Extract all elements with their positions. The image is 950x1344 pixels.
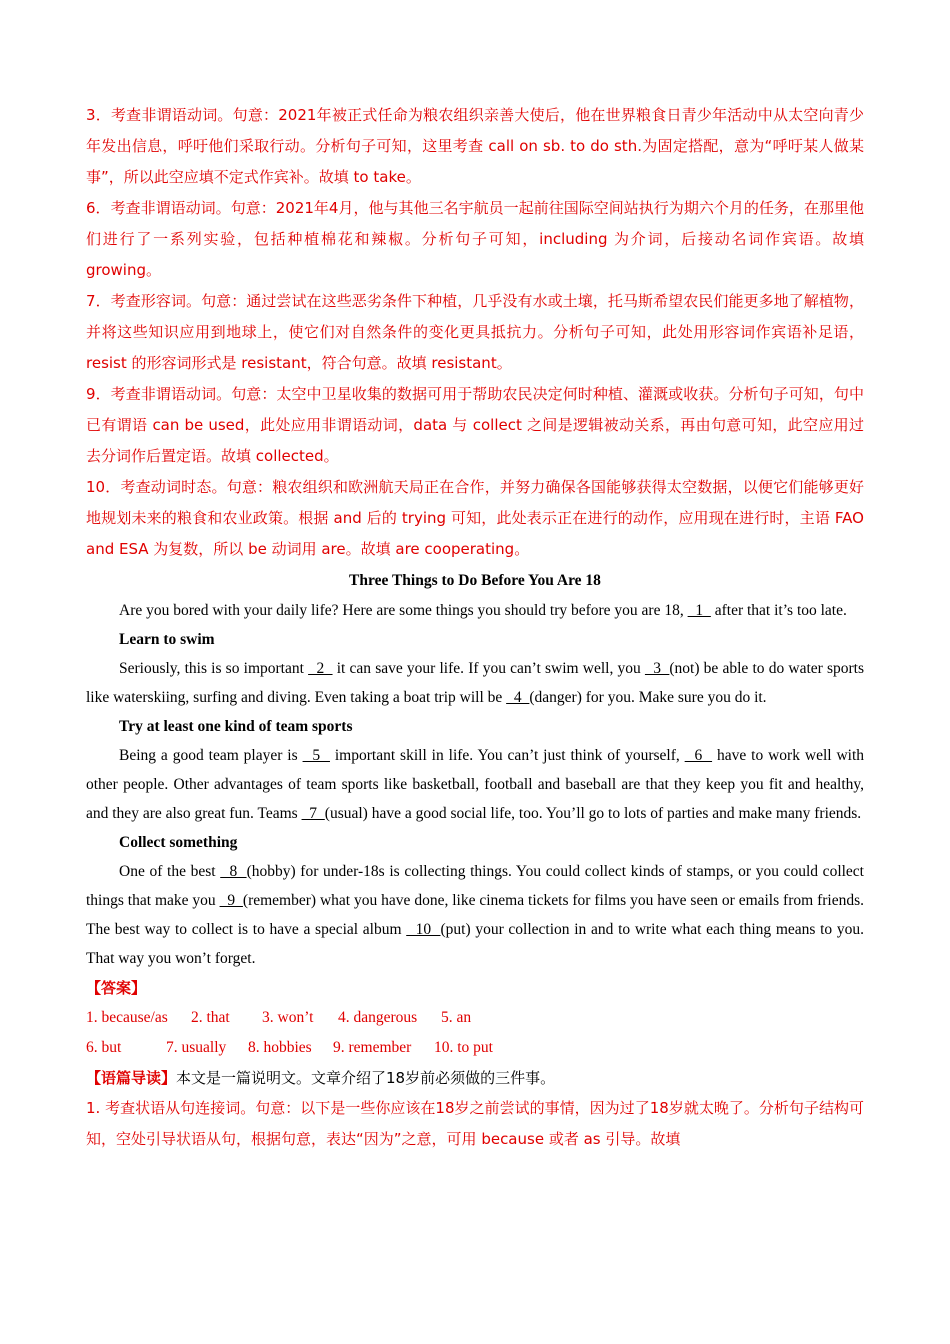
text-run: Are you bored with your daily life? Here are some things you should try before you are 18, bbox=[119, 602, 688, 619]
section-paragraph-swim bbox=[86, 654, 864, 712]
explanation-9: 9．考查非谓语动词。句意：太空中卫星收集的数据可用于帮助农民决定何时种植、灌溉或收获。分析句子可知，句中已有谓语 can be used，此处应用非谓语动词，data 与 collect 之间是逻辑被动关系，再由句意可知，此空应用过去分词作后置定语。故填 collected。 bbox=[86, 385, 864, 465]
text-run: have to work well with other people. Other advantages of team sports like basketball, football and baseball are that they keep you fit and healthy, and they are also great fun. Teams bbox=[86, 747, 865, 822]
explanation-7: 7．考查形容词。句意：通过尝试在这些恶劣条件下种植，几乎没有水或土壤，托马斯希望农民们能更多地了解植物，并将这些知识应用到地球上，使它们对自然条件的变化更具抵抗力。分析句子可知，此处用形容词作宾语补足语，resist 的形容词形式是 resistant，符合句意。故填 resistant。 bbox=[86, 292, 864, 372]
section-heading-team-sports: Try at least one kind of team sports bbox=[119, 718, 353, 735]
answers-row-1 bbox=[86, 1003, 864, 1033]
explanation-6: 6．考查非谓语动词。句意：2021年4月，他与其他三名宇航员一起前往国际空间站执行为期六个月的任务，在那里他们进行了一系列实验，包括种植棉花和辣椒。分析句子可知，including 为介词，后接动名词作宾语。故填 growing。 bbox=[86, 199, 864, 279]
answer-item: 4. dangerous bbox=[338, 1009, 418, 1026]
answer-item: 2. that bbox=[191, 1009, 230, 1026]
answer-item: 8. hobbies bbox=[248, 1039, 312, 1056]
text-run: after that it’s too late. bbox=[710, 602, 847, 619]
answers-heading: 【答案】 bbox=[86, 979, 147, 997]
explanation-10: 10．考查动词时态。句意：粮农组织和欧洲航天局正在合作，并努力确保各国能够获得太空数据，以便它们能够更好地规划未来的粮食和农业政策。根据 and 后的 trying 可知，此处表示正在进行的动作，应用现在进行时，主语 FAO and ESA 为复数，所以 be 动词用 are。故填 are cooperating。 bbox=[86, 478, 864, 558]
text-run: One of the best bbox=[119, 863, 221, 880]
text-run: (not) be able to do water sports like waterskiing, surfing and diving. Even taking a boat trip will be bbox=[86, 660, 865, 706]
answer-item: 6. but bbox=[86, 1039, 122, 1056]
section-paragraph-collect bbox=[86, 857, 864, 973]
blank-8: 8 bbox=[220, 863, 247, 880]
passage-title: Three Things to Do Before You Are 18 bbox=[349, 572, 601, 589]
answer-item: 3. won’t bbox=[262, 1009, 314, 1026]
text-run: (put) your collection in and to write what each thing means to you. That way you won’t forget. bbox=[86, 921, 864, 967]
text-run: (remember) what you have done, like cinema tickets for films you have seen or emails from friends. The best way to collect is to have a special album bbox=[86, 892, 864, 938]
guide-label: 【语篇导读】 bbox=[86, 1069, 177, 1087]
text-run: Seriously, this is so important bbox=[119, 660, 309, 677]
blank-2: 2 bbox=[308, 660, 333, 677]
answer-item: 1. because/as bbox=[86, 1009, 168, 1026]
text-run: Being a good team player is bbox=[119, 747, 303, 764]
document-page bbox=[86, 100, 864, 1155]
answer-item: 10. to put bbox=[434, 1039, 493, 1056]
section-paragraph-team-sports bbox=[86, 741, 864, 828]
section-heading-swim: Learn to swim bbox=[119, 631, 215, 648]
text-run: (hobby) for under-18s is collecting things. You could collect kinds of stamps, or you could collect things that make you bbox=[86, 863, 864, 909]
text-run: (danger) for you. Make sure you do it. bbox=[529, 689, 767, 706]
blank-1: 1 bbox=[687, 602, 711, 619]
text-run: it can save your life. If you can’t swim well, you bbox=[332, 660, 645, 677]
blank-5: 5 bbox=[302, 747, 330, 764]
explanation-3: 3．考查非谓语动词。句意：2021年被正式任命为粮农组织亲善大使后，他在世界粮食日青少年活动中从太空向青少年发出信息，呼吁他们采取行动。分析句子可知，这里考查 call on sb. to do sth.为固定搭配，意为“呼吁某人做某事”，所以此空应填不定式作宾补。故填 to take。 bbox=[86, 106, 864, 186]
answers-row-2 bbox=[86, 1033, 864, 1063]
text-run: (usual) have a good social life, too. You’ll go to lots of parties and make many friends. bbox=[324, 805, 862, 822]
blank-9: 9 bbox=[219, 892, 243, 909]
blank-6: 6 bbox=[684, 747, 713, 764]
section-heading-collect: Collect something bbox=[119, 834, 238, 851]
blank-3: 3 bbox=[644, 660, 670, 677]
guide-text: 本文是一篇说明文。文章介绍了18岁前必须做的三件事。 bbox=[176, 1069, 556, 1087]
answer-item: 9. remember bbox=[333, 1039, 412, 1056]
blank-7: 7 bbox=[301, 805, 325, 822]
blank-10: 10 bbox=[406, 921, 441, 938]
answer-item: 5. an bbox=[441, 1009, 472, 1026]
passage-guide bbox=[86, 1063, 864, 1093]
explanations-top bbox=[86, 100, 864, 565]
explanation-1: 1. 考查状语从句连接词。句意：以下是一些你应该在18岁之前尝试的事情，因为过了18岁就太晚了。分析句子结构可知，空处引导状语从句，根据句意，表达“因为”之意，可用 because 或者 as 引导。故填 bbox=[86, 1099, 864, 1148]
blank-4: 4 bbox=[506, 689, 530, 706]
text-run: important skill in life. You can’t just think of yourself, bbox=[329, 747, 685, 764]
passage-intro bbox=[86, 596, 864, 625]
answer-item: 7. usually bbox=[166, 1039, 227, 1056]
